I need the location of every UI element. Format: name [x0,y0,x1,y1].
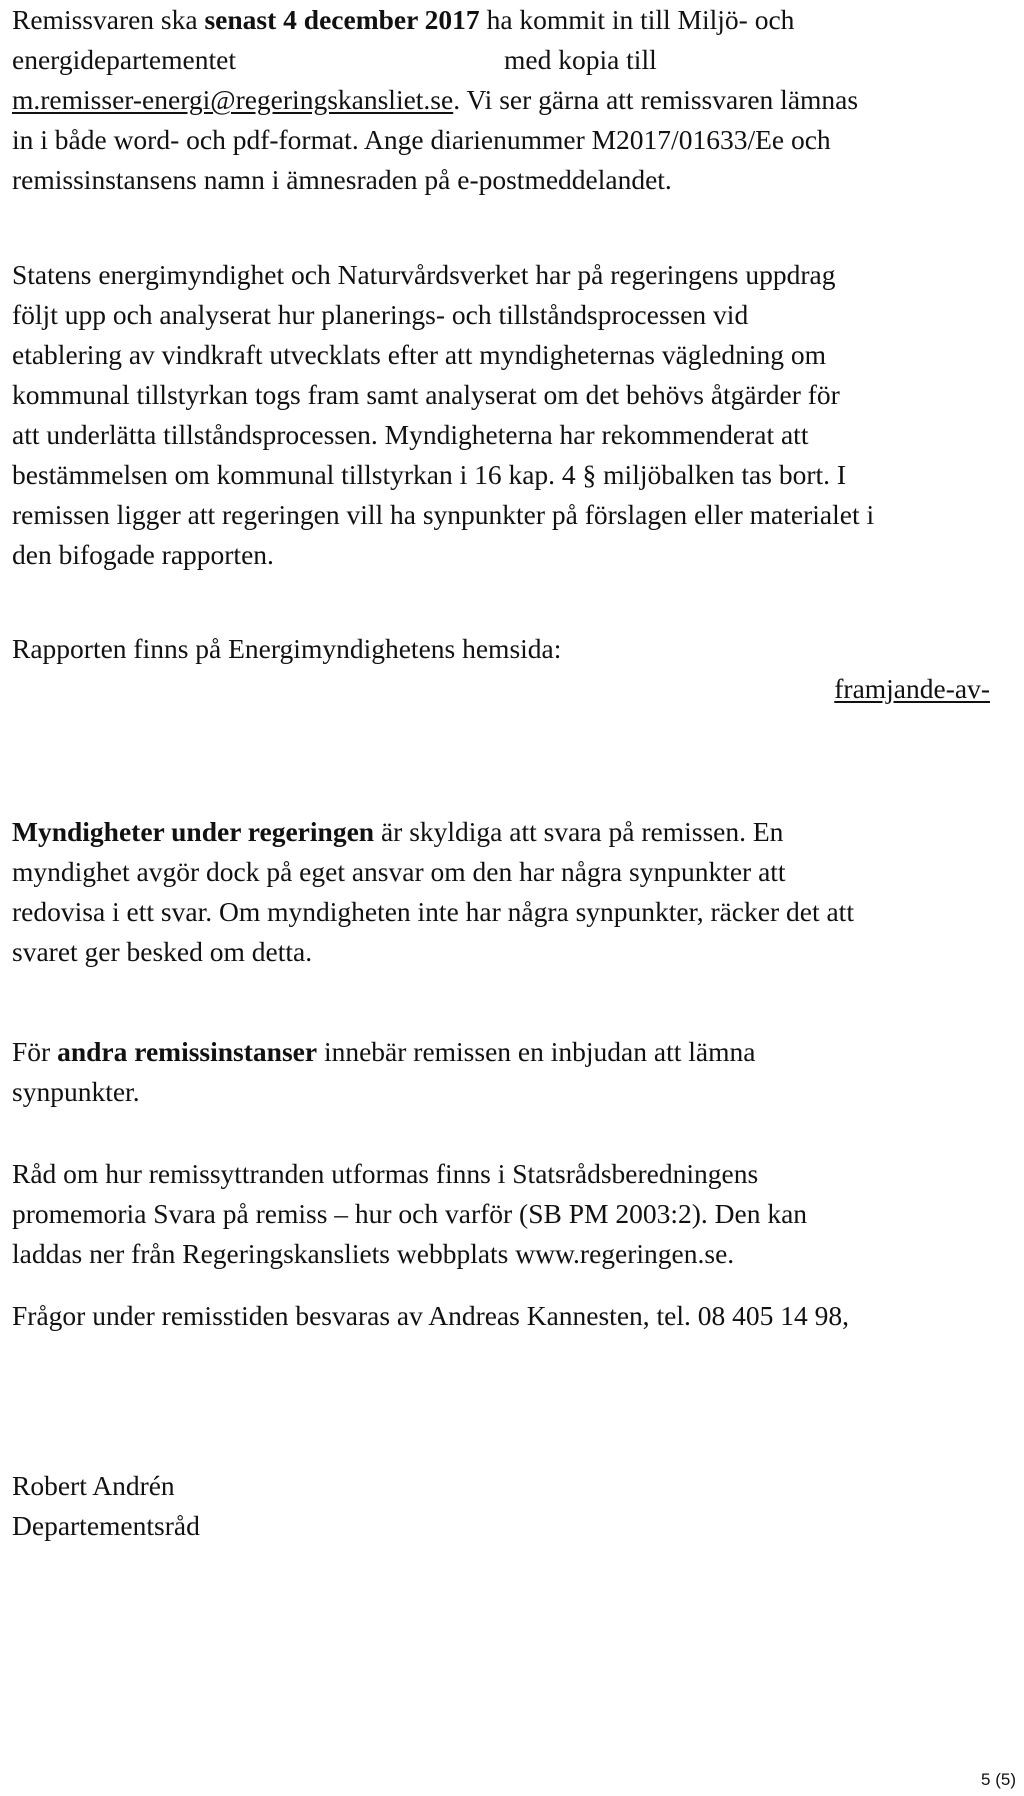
email-link[interactable]: m.remisser-energi@regeringskansliet.se [12,84,454,115]
text-run: ha kommit in till Miljö- och [479,4,795,35]
text-run: innebär remissen en inbjudan att lämna [317,1036,756,1067]
text-run: Remissvaren ska [12,4,205,35]
paragraph-line: Rapporten finns på Energimyndighetens hemsida: [12,633,562,664]
paragraph-line: promemoria Svara på remiss – hur och varför (SB PM 2003:2). Den kan [12,1198,808,1229]
paragraph-line: att underlätta tillståndsprocessen. Myndigheterna har rekommenderat att [12,419,809,450]
text-run: är skyldiga att svara på remissen. En [374,816,784,847]
paragraph-line: remissen ligger att regeringen vill ha synpunkter på förslagen eller materialet i [12,499,875,530]
background-paragraph [12,255,1008,575]
paragraph-line [12,40,1008,80]
paragraph-line: laddas ner från Regeringskansliets webbplats www.regeringen.se. [12,1238,735,1269]
text-run: energidepartementet [12,44,236,75]
paragraph-line: synpunkter. [12,1076,140,1107]
paragraph-line: Frågor under remisstiden besvaras av Andreas Kannesten, tel. 08 405 14 98, [12,1300,850,1331]
text-run: . Vi ser gärna att remissvaren lämnas [453,84,859,115]
signature-block [12,1466,1008,1546]
paragraph-line: myndighet avgör dock på eget ansvar om den har några synpunkter att [12,856,786,887]
paragraph-line: svaret ger besked om detta. [12,936,313,967]
paragraph-line: den bifogade rapporten. [12,539,274,570]
paragraph-line: Råd om hur remissyttranden utformas finns i Statsrådsberedningens [12,1158,759,1189]
bold-term: andra remissinstanser [57,1036,318,1067]
deadline-date: senast 4 december 2017 [204,4,480,35]
paragraph-line: Statens energimyndighet och Naturvårdsverket har på regeringens uppdrag [12,259,836,290]
paragraph-line: in i både word- och pdf-format. Ange diarienummer M2017/01633/Ee och [12,124,831,155]
authorities-paragraph [12,812,1008,972]
paragraph-line [12,80,1008,120]
paragraph-line [12,669,1008,709]
paragraph-line: bestämmelsen om kommunal tillstyrkan i 16 kap. 4 § miljöbalken tas bort. I [12,459,847,490]
paragraph-line [12,812,1008,852]
paragraph-line [12,0,1008,40]
submission-instructions-paragraph [12,0,1008,200]
bold-term: Myndigheter under regeringen [12,816,375,847]
text-run: med kopia till [503,44,657,75]
paragraph-line: remissinstansens namn i ämnesraden på e-postmeddelandet. [12,164,672,195]
paragraph-line [12,1032,1008,1072]
signatory-title: Departementsråd [12,1510,200,1541]
report-link[interactable]: framjande-av- [834,673,990,704]
paragraph-line: etablering av vindkraft utvecklats efter att myndigheternas vägledning om [12,339,827,370]
other-instances-paragraph [12,1032,1008,1112]
paragraph-line: följt upp och analyserat hur planerings- och tillståndsprocessen vid [12,299,749,330]
questions-paragraph [12,1296,1008,1336]
advice-paragraph [12,1154,1008,1274]
paragraph-line: kommunal tillstyrkan togs fram samt analyserat om det behövs åtgärder för [12,379,840,410]
page-number: 5 (5) [981,1770,1016,1789]
text-run: För [12,1036,58,1067]
paragraph-line: redovisa i ett svar. Om myndigheten inte har några synpunkter, räcker det att [12,896,854,927]
signatory-name: Robert Andrén [12,1470,175,1501]
report-location-paragraph [12,629,1008,709]
